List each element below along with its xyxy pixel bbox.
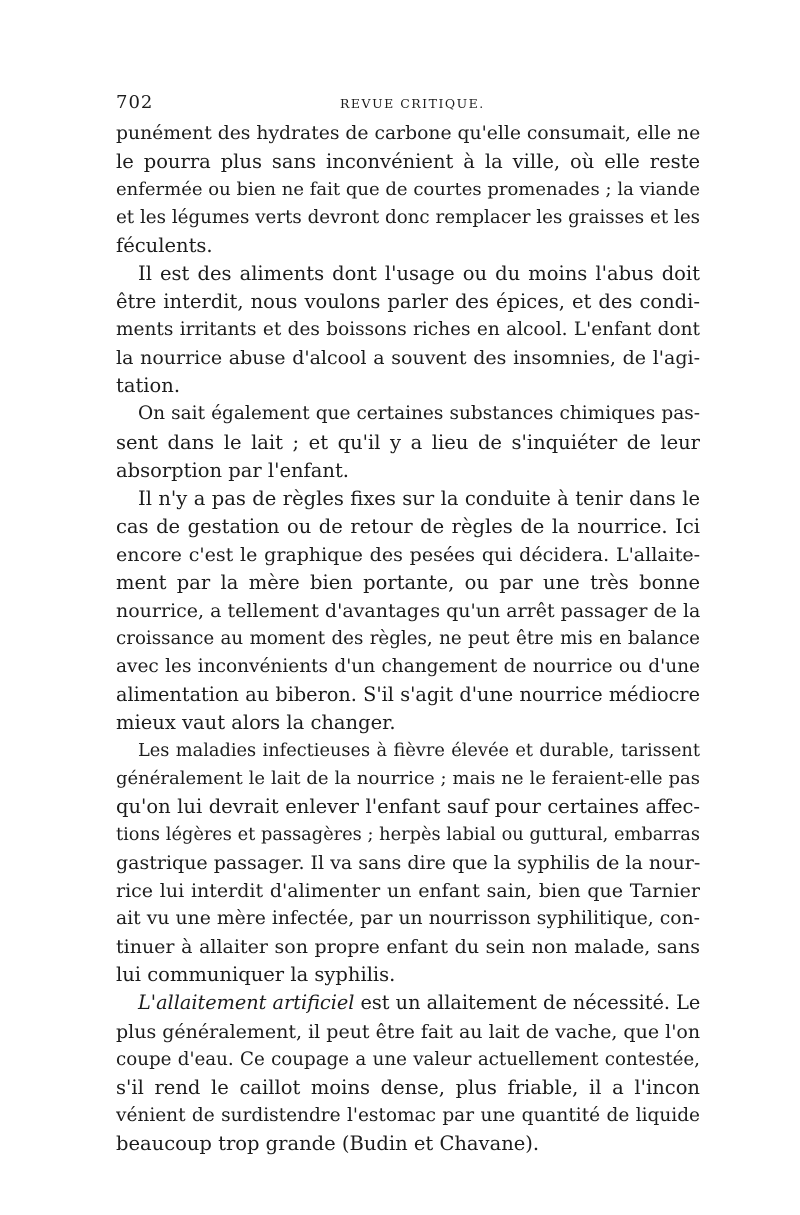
- text-line: avec les inconvénients d'un changement de nourrice ou d'une: [116, 655, 700, 677]
- text-line: le pourra plus sans inconvénient à la ville, où elle reste: [116, 150, 700, 174]
- page: [116, 88, 700, 1158]
- paragraph: [116, 260, 700, 400]
- text-line: Les maladies infectieuses à fièvre élevée et durable, tarissent: [138, 741, 700, 762]
- text-line: punément des hydrates de carbone qu'elle consumait, elle ne: [116, 123, 700, 144]
- text-line: féculents.: [116, 234, 213, 258]
- text-line: être interdit, nous voulons parler des épices, et des condi-: [116, 290, 700, 314]
- text-line: enfermée ou bien ne fait que de courtes promenades ; la viande: [116, 179, 700, 201]
- text-line: la nourrice abuse d'alcool a souvent des insomnies, de l'agi-: [116, 347, 700, 370]
- text-line: ment par la mère bien portante, ou par une très bonne: [116, 570, 700, 594]
- paragraph: [116, 400, 700, 484]
- text-line: et les légumes verts devront donc remplacer les graisses et les: [116, 207, 700, 229]
- text-line: vénient de surdistendre l'estomac par une quantité de liquide: [116, 1104, 700, 1126]
- paragraph: [116, 737, 700, 989]
- text-line: coupe d'eau. Ce coupage a une valeur actuellement contestée,: [116, 1048, 700, 1070]
- text-line: On sait également que certaines substances chimiques pas-: [138, 403, 700, 425]
- text-line: cas de gestation ou de retour de règles de la nourrice. Ici: [116, 514, 700, 538]
- text-line: tions légères et passagères ; herpès labial ou guttural, embarras: [116, 825, 700, 846]
- text-line: tinuer à allaiter son propre enfant du sein non malade, sans: [116, 936, 700, 959]
- text-line: plus généralement, il peut être fait au lait de vache, que l'on: [116, 1020, 700, 1043]
- paragraph: [116, 485, 700, 737]
- italic-lead: L'allaitement artificiel: [138, 991, 355, 1015]
- text-line: encore c'est le graphique des pesées qui décidera. L'allaite-: [116, 543, 700, 566]
- text-line: mieux vaut alors la changer.: [116, 710, 396, 734]
- text-line: qu'on lui devrait enlever l'enfant sauf pour certaines affec-: [116, 795, 700, 819]
- text-line: rice lui interdit d'alimenter un enfant sain, bien que Tarnier: [116, 880, 700, 903]
- page-header: [116, 88, 700, 120]
- text-line: absorption par l'enfant.: [116, 458, 349, 482]
- paragraph: [116, 989, 700, 1157]
- text-line: généralement le lait de la nourrice ; mais ne le feraient-elle pas: [116, 768, 700, 790]
- text-line: sent dans le lait ; et qu'il y a lieu de s'inquiéter de leur: [116, 430, 700, 454]
- text-line: [116, 989, 700, 1017]
- text-line: ments irritants et des boissons riches en alcool. L'enfant dont: [116, 319, 700, 341]
- text-line: nourrice, a tellement d'avantages qu'un arrêt passager de la: [116, 599, 700, 622]
- text-line: Il n'y a pas de règles fixes sur la conduite à tenir dans le: [138, 486, 700, 510]
- text-line: ait vu une mère infectée, par un nourrisson syphilitique, con-: [116, 908, 700, 930]
- text-line: Il est des aliments dont l'usage ou du moins l'abus doit: [138, 262, 700, 286]
- text-line: gastrique passager. Il va sans dire que la syphilis de la nour-: [116, 852, 700, 875]
- page-number: 702: [116, 92, 154, 113]
- text-line: tation.: [116, 374, 181, 398]
- text-line: s'il rend le caillot moins dense, plus friable, il a l'incon: [116, 1075, 700, 1099]
- text-run: est un allaitement de nécessité. Le: [354, 991, 700, 1015]
- text-line: croissance au moment des règles, ne peut être mis en balance: [116, 627, 700, 649]
- text-line: alimentation au biberon. S'il s'agit d'une nourrice médiocre: [116, 682, 700, 706]
- paragraph: [116, 120, 700, 260]
- text-line: beaucoup trop grande (Budin et Chavane).: [116, 1131, 540, 1155]
- text-line: lui communiquer la syphilis.: [116, 963, 396, 987]
- body-text: [116, 120, 700, 1158]
- running-head: REVUE CRITIQUE.: [340, 96, 485, 111]
